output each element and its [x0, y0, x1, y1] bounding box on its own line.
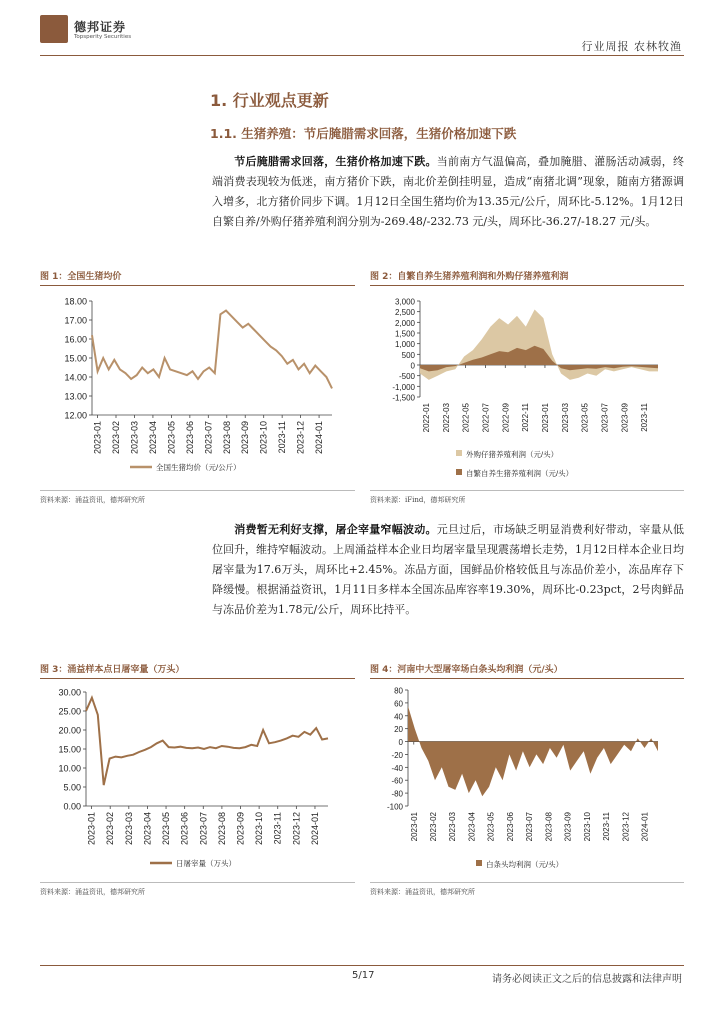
x-tick-label: 2023-06: [179, 812, 190, 846]
x-tick-label: 2023-08: [544, 812, 554, 842]
y-tick-label: 20.00: [58, 725, 81, 736]
paragraph-2-lead: 消费暂无利好支撑，屠企宰量窄幅波动。: [234, 523, 437, 536]
x-tick-label: 2023-05: [580, 403, 590, 433]
x-tick-label: 2023-01: [409, 812, 419, 842]
paragraph-1: [212, 152, 684, 232]
x-tick-label: 2023-04: [142, 812, 153, 846]
y-tick-label: 0: [410, 361, 415, 371]
x-tick-label: 2023-01: [540, 403, 550, 433]
y-tick-label: -80: [391, 789, 403, 799]
figure-3-bottom-rule: [40, 882, 355, 883]
figure-1-bottom-rule: [40, 490, 355, 491]
figure-4-title: 图 4：河南中大型屠宰场白条头均利润（元/头）: [370, 665, 563, 675]
x-tick-label: 2023-01: [92, 421, 103, 455]
x-tick-label: 2023-09: [620, 403, 630, 433]
y-tick-label: 17.00: [64, 315, 87, 326]
section-title: 1. 行业观点更新: [210, 91, 329, 110]
y-tick-label: 1,500: [394, 329, 415, 339]
x-tick-label: 2023-03: [448, 812, 458, 842]
legend-swatch: [456, 469, 462, 475]
x-tick-label: 2023-03: [123, 812, 134, 846]
x-tick-label: 2023-05: [161, 812, 172, 846]
y-tick-label: 13.00: [64, 391, 87, 402]
y-tick-label: 2,500: [394, 308, 415, 318]
legend-label: 自繁自养生猪养殖利润（元/头）: [466, 469, 574, 478]
x-tick-label: 2023-07: [198, 812, 209, 846]
x-tick-label: 2022-05: [461, 403, 471, 433]
header-divider: [40, 55, 684, 56]
y-tick-label: 15.00: [58, 744, 81, 755]
series-area: [420, 310, 658, 380]
x-tick-label: 2023-12: [621, 812, 631, 842]
legend-swatch: [456, 450, 462, 456]
x-tick-label: 2023-01: [86, 812, 97, 846]
x-tick-label: 2023-02: [429, 812, 438, 842]
figure-1-rule: [40, 285, 355, 286]
x-tick-label: 2022-11: [521, 403, 531, 432]
x-tick-label: 2023-10: [582, 812, 592, 842]
y-tick-label: 16.00: [64, 334, 87, 345]
y-tick-label: -60: [391, 776, 403, 786]
x-tick-label: 2023-11: [277, 421, 288, 454]
x-tick-label: 2022-01: [421, 403, 431, 433]
y-tick-label: -20: [391, 750, 403, 760]
y-tick-label: 14.00: [64, 372, 87, 383]
paragraph-1-body: 当前南方气温偏高，叠加腌腊、灌肠活动减弱，终端消费表现较为低迷，南方猪价下跌，南北价差倒挂明显，造成“南猪北调”现象，随南方猪源调入增多，北方猪价同步下调。1月12日全国生猪均价为13.35元/公斤，周环比-5.12%。1月12日自繁自养/外购仔猪养殖利润分别为-269.48/-232.73 元/头，周环比-36.27/-18.27 元/头。: [212, 155, 684, 228]
figure-2-source: 资料来源：iFind，德邦研究所: [370, 496, 466, 504]
x-tick-label: 2024-01: [314, 421, 325, 455]
y-tick-label: 30.00: [58, 687, 81, 698]
x-tick-label: 2023-02: [105, 812, 116, 846]
series-line: [86, 698, 328, 785]
x-tick-label: 2023-07: [600, 403, 610, 433]
y-tick-label: -100: [386, 802, 403, 812]
y-tick-label: -1,500: [392, 393, 415, 403]
x-tick-label: 2024-01: [309, 812, 320, 846]
figure-4-source: 资料来源：涌益资讯，德邦研究所: [370, 888, 475, 896]
x-tick-label: 2023-11: [602, 812, 612, 841]
x-tick-label: 2022-03: [441, 403, 451, 433]
x-tick-label: 2023-08: [221, 421, 232, 455]
y-tick-label: 0: [398, 738, 403, 748]
figure-1-source: 资料来源：涌益资讯，德邦研究所: [40, 496, 145, 504]
x-tick-label: 2023-02: [111, 421, 121, 455]
x-tick-label: 2023-03: [560, 403, 570, 433]
chart-3: [40, 680, 355, 880]
legend-label: 白条头均利润（元/头）: [486, 860, 564, 869]
y-tick-label: 25.00: [58, 706, 81, 717]
x-tick-label: 2023-11: [272, 812, 283, 845]
x-tick-label: 2023-06: [505, 812, 515, 842]
x-tick-label: 2023-09: [563, 812, 573, 842]
subsection-title: 1.1. 生猪养殖：节后腌腊需求回落，生猪价格加速下跌: [210, 126, 517, 141]
figure-3-source: 资料来源：涌益资讯，德邦研究所: [40, 888, 145, 896]
y-tick-label: 0.00: [63, 801, 81, 812]
y-tick-label: 3,000: [394, 297, 415, 307]
y-tick-label: 500: [401, 350, 415, 360]
x-tick-label: 2022-09: [501, 403, 511, 433]
y-tick-label: 60: [394, 699, 403, 709]
paragraph-2: [212, 520, 684, 620]
y-tick-label: 80: [394, 686, 403, 696]
y-tick-label: 18.00: [64, 296, 87, 307]
legend-swatch: [476, 860, 482, 866]
y-tick-label: 40: [394, 712, 403, 722]
x-tick-label: 2023-04: [147, 421, 158, 455]
chart-4: [370, 680, 684, 880]
chart-1: [40, 287, 355, 487]
x-tick-label: 2023-10: [254, 812, 265, 846]
legend-label: 全国生猪均价（元/公斤）: [156, 463, 241, 472]
y-tick-label: 20: [394, 725, 403, 735]
x-tick-label: 2023-07: [525, 812, 535, 842]
chart-2: [370, 287, 684, 487]
x-tick-label: 2023-09: [235, 812, 246, 846]
footer-divider: [40, 965, 684, 966]
x-tick-label: 2023-05: [166, 421, 177, 455]
y-tick-label: 1,000: [394, 340, 415, 350]
company-logo-icon: [40, 15, 68, 43]
x-tick-label: 2024-01: [640, 812, 650, 842]
figure-4-rule: [370, 678, 684, 679]
x-tick-label: 2023-12: [295, 421, 306, 455]
x-tick-label: 2023-11: [640, 403, 650, 432]
figure-2-rule: [370, 285, 684, 286]
y-tick-label: 10.00: [58, 763, 81, 774]
x-tick-label: 2023-07: [203, 421, 214, 455]
figure-2-bottom-rule: [370, 490, 684, 491]
series-area: [408, 706, 658, 796]
figure-3-rule: [40, 678, 355, 679]
figure-4-bottom-rule: [370, 882, 684, 883]
x-tick-label: 2023-06: [184, 421, 195, 455]
legend-label: 外购仔猪养殖利润（元/头）: [466, 450, 559, 459]
footer-disclaimer: 请务必阅读正文之后的信息披露和法律声明: [492, 974, 682, 985]
x-tick-label: 2023-05: [486, 812, 496, 842]
figure-2-title: 图 2：自繁自养生猪养殖利润和外购仔猪养殖利润: [370, 272, 569, 282]
y-tick-label: 12.00: [64, 410, 87, 421]
figure-1-title: 图 1：全国生猪均价: [40, 272, 122, 282]
series-line: [92, 311, 332, 389]
legend-label: 日屠宰量（万头）: [176, 859, 236, 868]
x-tick-label: 2023-10: [258, 421, 269, 455]
paragraph-2-body: 元旦过后，市场缺乏明显消费利好带动，宰量从低位回升，维持窄幅波动。上周涌益样本企业日均屠宰量呈现震荡增长走势，1月12日样本企业日均屠宰量为17.6万头，周环比+2.45%。冻品方面，国鲜品价格较低且与冻品价差小，冻品库存下降缓慢。根据涌益资讯，1月11日多样本全国冻品库容率19.30%，周环比-0.23pct，2号肉鲜品与冻品价差为1.78元/公斤，周环比持平。: [212, 523, 684, 616]
x-tick-label: 2023-03: [129, 421, 140, 455]
company-name-en: Topsperity Securities: [74, 34, 132, 40]
y-tick-label: -500: [398, 372, 415, 382]
figure-3-title: 图 3：涌益样本点日屠宰量（万头）: [40, 665, 185, 675]
page-number: 5/17: [352, 970, 375, 981]
y-tick-label: 5.00: [63, 782, 81, 793]
x-tick-label: 2023-08: [216, 812, 227, 846]
x-tick-label: 2023-04: [467, 812, 477, 842]
x-tick-label: 2023-12: [291, 812, 302, 846]
x-tick-label: 2022-07: [481, 403, 491, 433]
y-tick-label: -1,000: [392, 382, 415, 392]
report-category: 行业周报 农林牧渔: [581, 40, 682, 53]
company-name: 德邦证券: [74, 20, 127, 34]
y-tick-label: 15.00: [64, 353, 87, 364]
y-tick-label: 2,000: [394, 318, 415, 328]
paragraph-1-lead: 节后腌腊需求回落，生猪价格加速下跌。: [234, 155, 437, 168]
x-tick-label: 2023-09: [240, 421, 251, 455]
y-tick-label: -40: [391, 763, 403, 773]
